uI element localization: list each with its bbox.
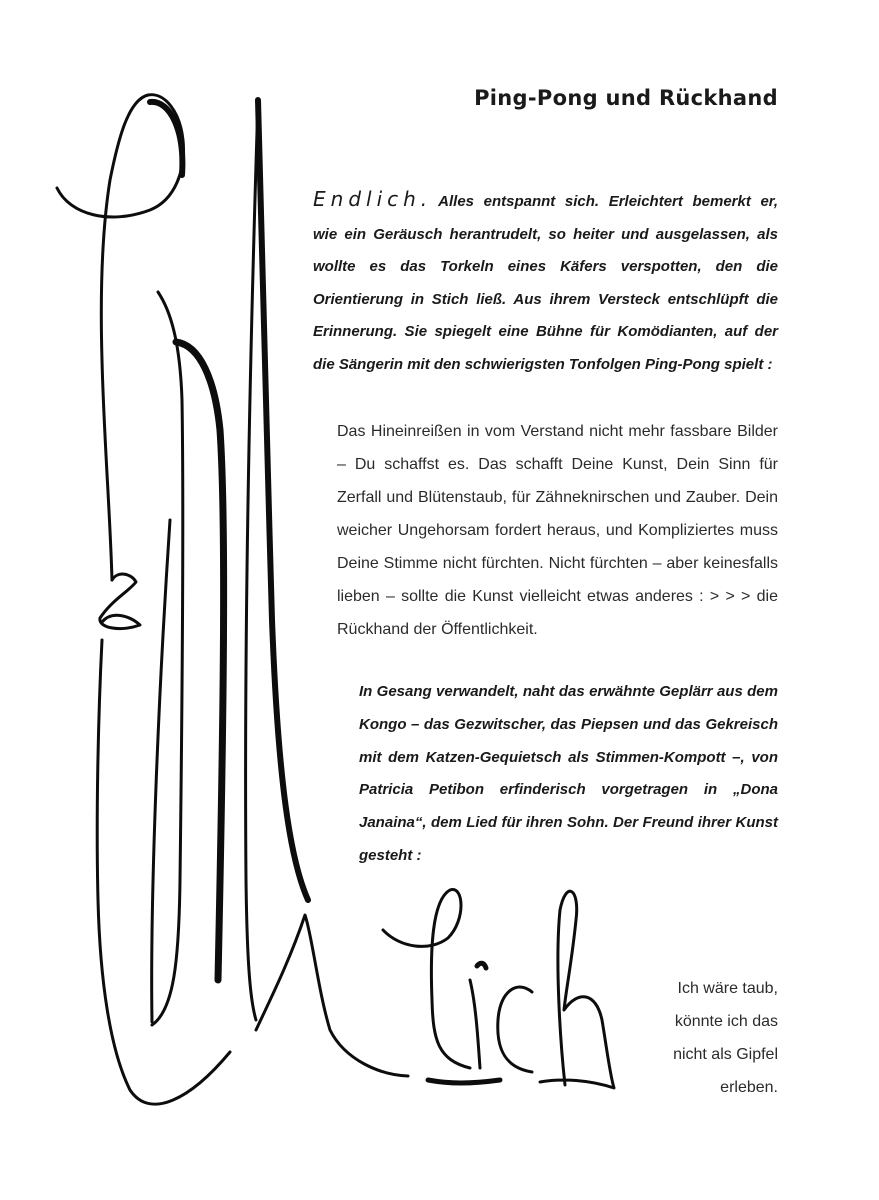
calligraphy-stroke-e-thick [150, 102, 182, 175]
calligraphy-stroke-i-dot [477, 963, 486, 968]
calligraphy-stroke-d-stem [258, 100, 308, 900]
lead-word: Endlich. [313, 187, 433, 211]
paragraph-intro [313, 183, 778, 382]
calligraphy-stroke-a-bowl [256, 915, 408, 1076]
calligraphy-stroke-n-thin [152, 520, 170, 1022]
calligraphy-stroke-n-loop [152, 292, 183, 1025]
calligraphy-stroke-underline [428, 1080, 500, 1083]
paragraph-intro-text: Alles entspannt sich. Erleichtert bemerkt er, wie ein Geräusch herantrudelt, so heiter und ausgelassen, als wollte es das Torkeln eines Käfers verspotten, den die Orientierung in Stich ließ. Aus ihrem Versteck entschlüpft die Erinnerung. Sie spiegelt eine Bühne für Komödianten, auf der die Sängerin mit den schwierigsten Tonfolgen Ping-Pong spielt : [313, 193, 778, 373]
calligraphy-stroke-l [383, 890, 470, 1068]
paragraph-song: In Gesang verwandelt, naht das erwähnte Geplärr aus dem Kongo – das Gezwitscher, das Piepsen und das Gekreisch mit dem Katzen-Gequietsch als Stimmen-Kompott –, von Patricia Petibon erfinderisch vorgetragen in „Dona Janaina“, dem Lied für ihren Sohn. Der Freund ihrer Kunst gesteht : [359, 683, 778, 864]
calligraphy-stroke-i [470, 980, 480, 1068]
paragraph-address: Das Hineinreißen in vom Verstand nicht mehr fassbare Bilder – Du schaffst es. Das schafft Deine Kunst, Dein Sinn für Zerfall und Blütenstaub, für Zähneknirschen und Zauber. Dein weicher Ungehorsam fordert heraus, und Kompliziertes muss Deine Stimme nicht fürchten. Nicht fürchten – aber keinesfalls lieben – sollte die Kunst vielleicht etwas anderes : > > > die Rückhand der Öffentlichkeit. [337, 423, 778, 638]
calligraphy-stroke-left-descender [97, 640, 230, 1104]
calligraphy-stroke-d-thin [246, 100, 258, 1020]
calligraphy-stroke-knot [100, 574, 140, 628]
verse-line: erleben. [720, 1079, 778, 1096]
verse-line: Ich wäre taub, [677, 980, 778, 997]
closing-verse [673, 972, 778, 1104]
calligraphy-stroke-c [498, 987, 532, 1072]
verse-line: könnte ich das [674, 1013, 778, 1030]
verse-line: nicht als Gipfel [673, 1046, 778, 1063]
calligraphy-stroke-e-loop [57, 95, 183, 580]
page-heading: Ping-Pong und Rückhand [474, 86, 778, 110]
calligraphy-stroke-h [540, 891, 614, 1088]
